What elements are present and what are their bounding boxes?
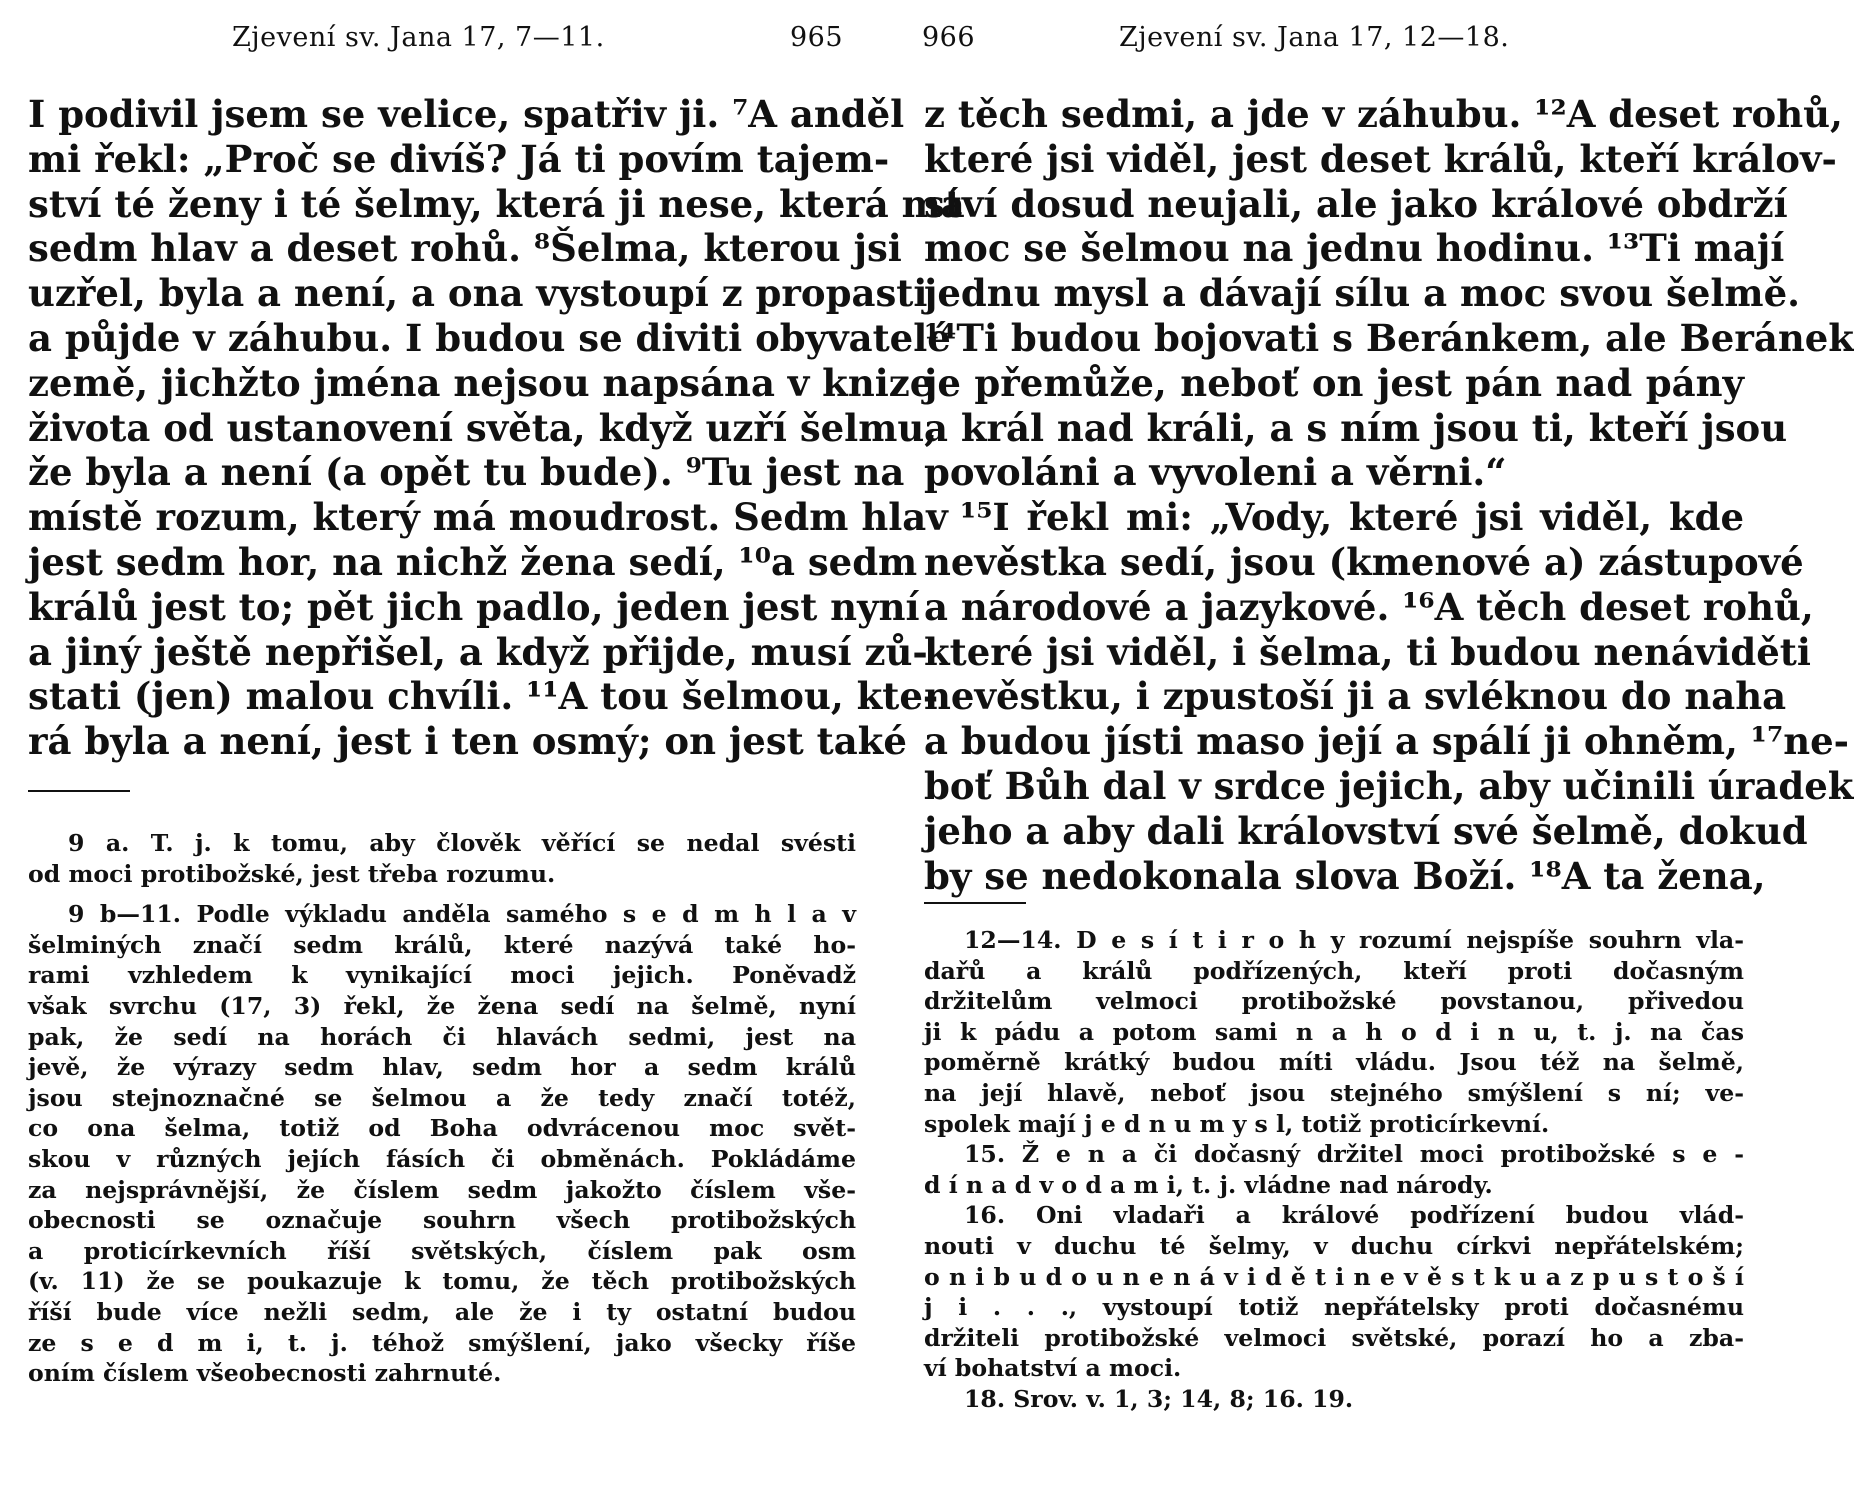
text-line: jest sedm hor, na nichž žena sedí, ¹⁰a sedm (28, 539, 918, 584)
note-line: od moci protibožské, jest třeba rozumu. (28, 859, 556, 888)
footnotes (28, 828, 856, 1389)
note-line: 12—14. D e s í t i r o h y rozumí nejspíše souhrn vla- (964, 926, 1744, 954)
note-line: jsou stejnoznačné se šelmou a že tedy značí totéž, (28, 1083, 856, 1112)
note-line: pak, že sedí na horách či hlavách sedmi, jest na (28, 1022, 856, 1051)
text-line: moc se šelmou na jednu hodinu. ¹³Ti mají (924, 226, 1785, 271)
note-line: j i . . ., vystoupí totiž nepřátelsky proti dočasnému (924, 1293, 1744, 1322)
note-line: jevě, že výrazy sedm hlav, sedm hor a sedm králů (28, 1053, 856, 1082)
text-line: ¹⁵I řekl mi: „Vody, které jsi viděl, kde (960, 495, 1744, 540)
note-line: říší bude více nežli sedm, ale že i ty ostatní budou (28, 1297, 856, 1326)
note-line: (v. 11) že se poukazuje k tomu, že těch protibožských (28, 1267, 856, 1296)
note-line: o n i b u d o u n e n á v i d ě t i n e v ě s t k u a z p u s t o š í (924, 1262, 1744, 1291)
note-line: dařů a králů podřízených, kteří proti dočasným (924, 956, 1744, 985)
note-line: nouti v duchu té šelmy, v duchu církvi nepřátelském; (924, 1231, 1744, 1260)
note-line: spolek mají j e d n u m y s l, totiž proticírkevní. (924, 1109, 1550, 1138)
note-line: na její hlavě, neboť jsou stejného smýšlení s ní; ve- (924, 1078, 1744, 1107)
text-line: a národové a jazykové. ¹⁶A těch deset rohů, (924, 584, 1814, 629)
running-title: Zjevení sv. Jana 17, 12—18. (1119, 22, 1510, 53)
text-line: nevěstku, i zpustoší ji a svléknou do naha (924, 674, 1787, 719)
text-line: místě rozum, který má moudrost. Sedm hlav (28, 495, 948, 540)
text-line: ství dosud neujali, ale jako králové obdrží (924, 181, 1788, 226)
text-line: mi řekl: „Proč se divíš? Já ti povím tajem- (28, 136, 890, 181)
page-number: 965 (790, 22, 844, 53)
note-line: a proticírkevních říší světských, číslem pak osm (28, 1236, 856, 1265)
note-line: d í n a d v o d a m i, t. j. vládne nad národy. (924, 1170, 1493, 1199)
text-line: sedm hlav a deset rohů. ⁸Šelma, kterou jsi (28, 226, 902, 271)
text-line: jednu mysl a dávají sílu a moc svou šelmě. (924, 271, 1801, 316)
text-line: že byla a není (a opět tu bude). ⁹Tu jest na (28, 450, 905, 495)
text-line: které jsi viděl, jest deset králů, kteří králov- (924, 136, 1837, 181)
note-line: ji k pádu a potom sami n a h o d i n u, t. j. na čas (924, 1017, 1744, 1046)
footnotes (924, 925, 1744, 1415)
text-line: ství té ženy i té šelmy, která ji nese, která má (28, 181, 965, 226)
text-line: a budou jísti maso její a spálí ji ohněm, ¹⁷ne- (924, 719, 1850, 764)
right-page (887, 0, 1854, 1500)
text-line: života od ustanovení světa, když uzří šelmu, (28, 405, 938, 450)
text-line: je přemůže, neboť on jest pán nad pány (924, 360, 1744, 405)
text-line: I podivil jsem se velice, spatřiv ji. ⁷A anděl (28, 92, 905, 136)
note-line: skou v různých jejích fásích či obměnách. Pokládáme (28, 1144, 856, 1173)
text-line: rá byla a není, jest i ten osmý; on jest také (28, 719, 907, 764)
footnote-rule (924, 902, 1026, 904)
text-line: a půjde v záhubu. I budou se diviti obyvatelé (28, 315, 951, 360)
note-line: šelminých značí sedm králů, které nazývá také ho- (28, 930, 856, 959)
text-line: boť Bůh dal v srdce jejich, aby učinili úradek (924, 763, 1854, 808)
note-line: obecnosti se označuje souhrn všech protibožských (28, 1206, 856, 1235)
text-line: nevěstka sedí, jsou (kmenové a) zástupové (924, 539, 1804, 584)
note-line: ze s e d m i, t. j. téhož smýšlení, jako všecky říše (28, 1328, 856, 1357)
text-line: z těch sedmi, a jde v záhubu. ¹²A deset rohů, (924, 92, 1843, 136)
text-line: povoláni a vyvoleni a věrni.“ (924, 450, 1507, 495)
note-line: 15. Ž e n a či dočasný držitel moci protibožské s e - (964, 1140, 1744, 1169)
main-text (28, 92, 965, 764)
note-line: poměrně krátký budou míti vládu. Jsou též na šelmě, (924, 1048, 1744, 1077)
note-line: oním číslem všeobecnosti zahrnuté. (28, 1359, 502, 1388)
note-line: ví bohatství a moci. (924, 1354, 1182, 1383)
text-line: které jsi viděl, i šelma, ti budou nenáviděti (924, 629, 1811, 674)
running-title: Zjevení sv. Jana 17, 7—11. (232, 22, 605, 53)
note-line: držiteli protibožské velmoci světské, porazí ho a zba- (924, 1323, 1744, 1352)
note-line: 9 a. T. j. k tomu, aby člověk věřící se nedal svésti (68, 829, 856, 857)
note-line: za nejsprávnější, že číslem sedm jakožto číslem vše- (28, 1175, 856, 1204)
note-line: co ona šelma, totiž od Boha odvrácenou moc svět- (28, 1114, 856, 1143)
main-text (924, 92, 1854, 898)
text-line: země, jichžto jména nejsou napsána v knize (28, 360, 934, 405)
note-line: 16. Oni vladaři a králové podřízení budou vlád- (964, 1201, 1744, 1230)
note-line: však svrchu (17, 3) řekl, že žena sedí na šelmě, nyní (28, 991, 856, 1020)
text-line: stati (jen) malou chvíli. ¹¹A tou šelmou, kte- (28, 674, 939, 719)
note-line: 9 b—11. Podle výkladu anděla samého s e d m h l a v (68, 900, 856, 929)
note-line: 18. Srov. v. 1, 3; 14, 8; 16. 19. (964, 1384, 1354, 1413)
text-line: jeho a aby dali království své šelmě, dokud (924, 808, 1808, 853)
text-line: uzřel, byla a není, a ona vystoupí z propasti (28, 271, 928, 316)
text-line: a jiný ještě nepřišel, a když přijde, musí zů- (28, 629, 928, 674)
note-line: držitelům velmoci protibožské povstanou, přivedou (924, 987, 1744, 1016)
page-number: 966 (922, 22, 976, 53)
text-line: ¹⁴Ti budou bojovati s Beránkem, ale Beránek (924, 315, 1854, 360)
note-line: rami vzhledem k vynikající moci jejich. Poněvadž (28, 961, 856, 990)
text-line: králů jest to; pět jich padlo, jeden jest nyní (28, 584, 920, 629)
text-line: by se nedokonala slova Boží. ¹⁸A ta žena, (924, 853, 1766, 898)
footnote-rule (28, 790, 130, 792)
text-line: a král nad králi, a s ním jsou ti, kteří jsou (924, 405, 1788, 450)
